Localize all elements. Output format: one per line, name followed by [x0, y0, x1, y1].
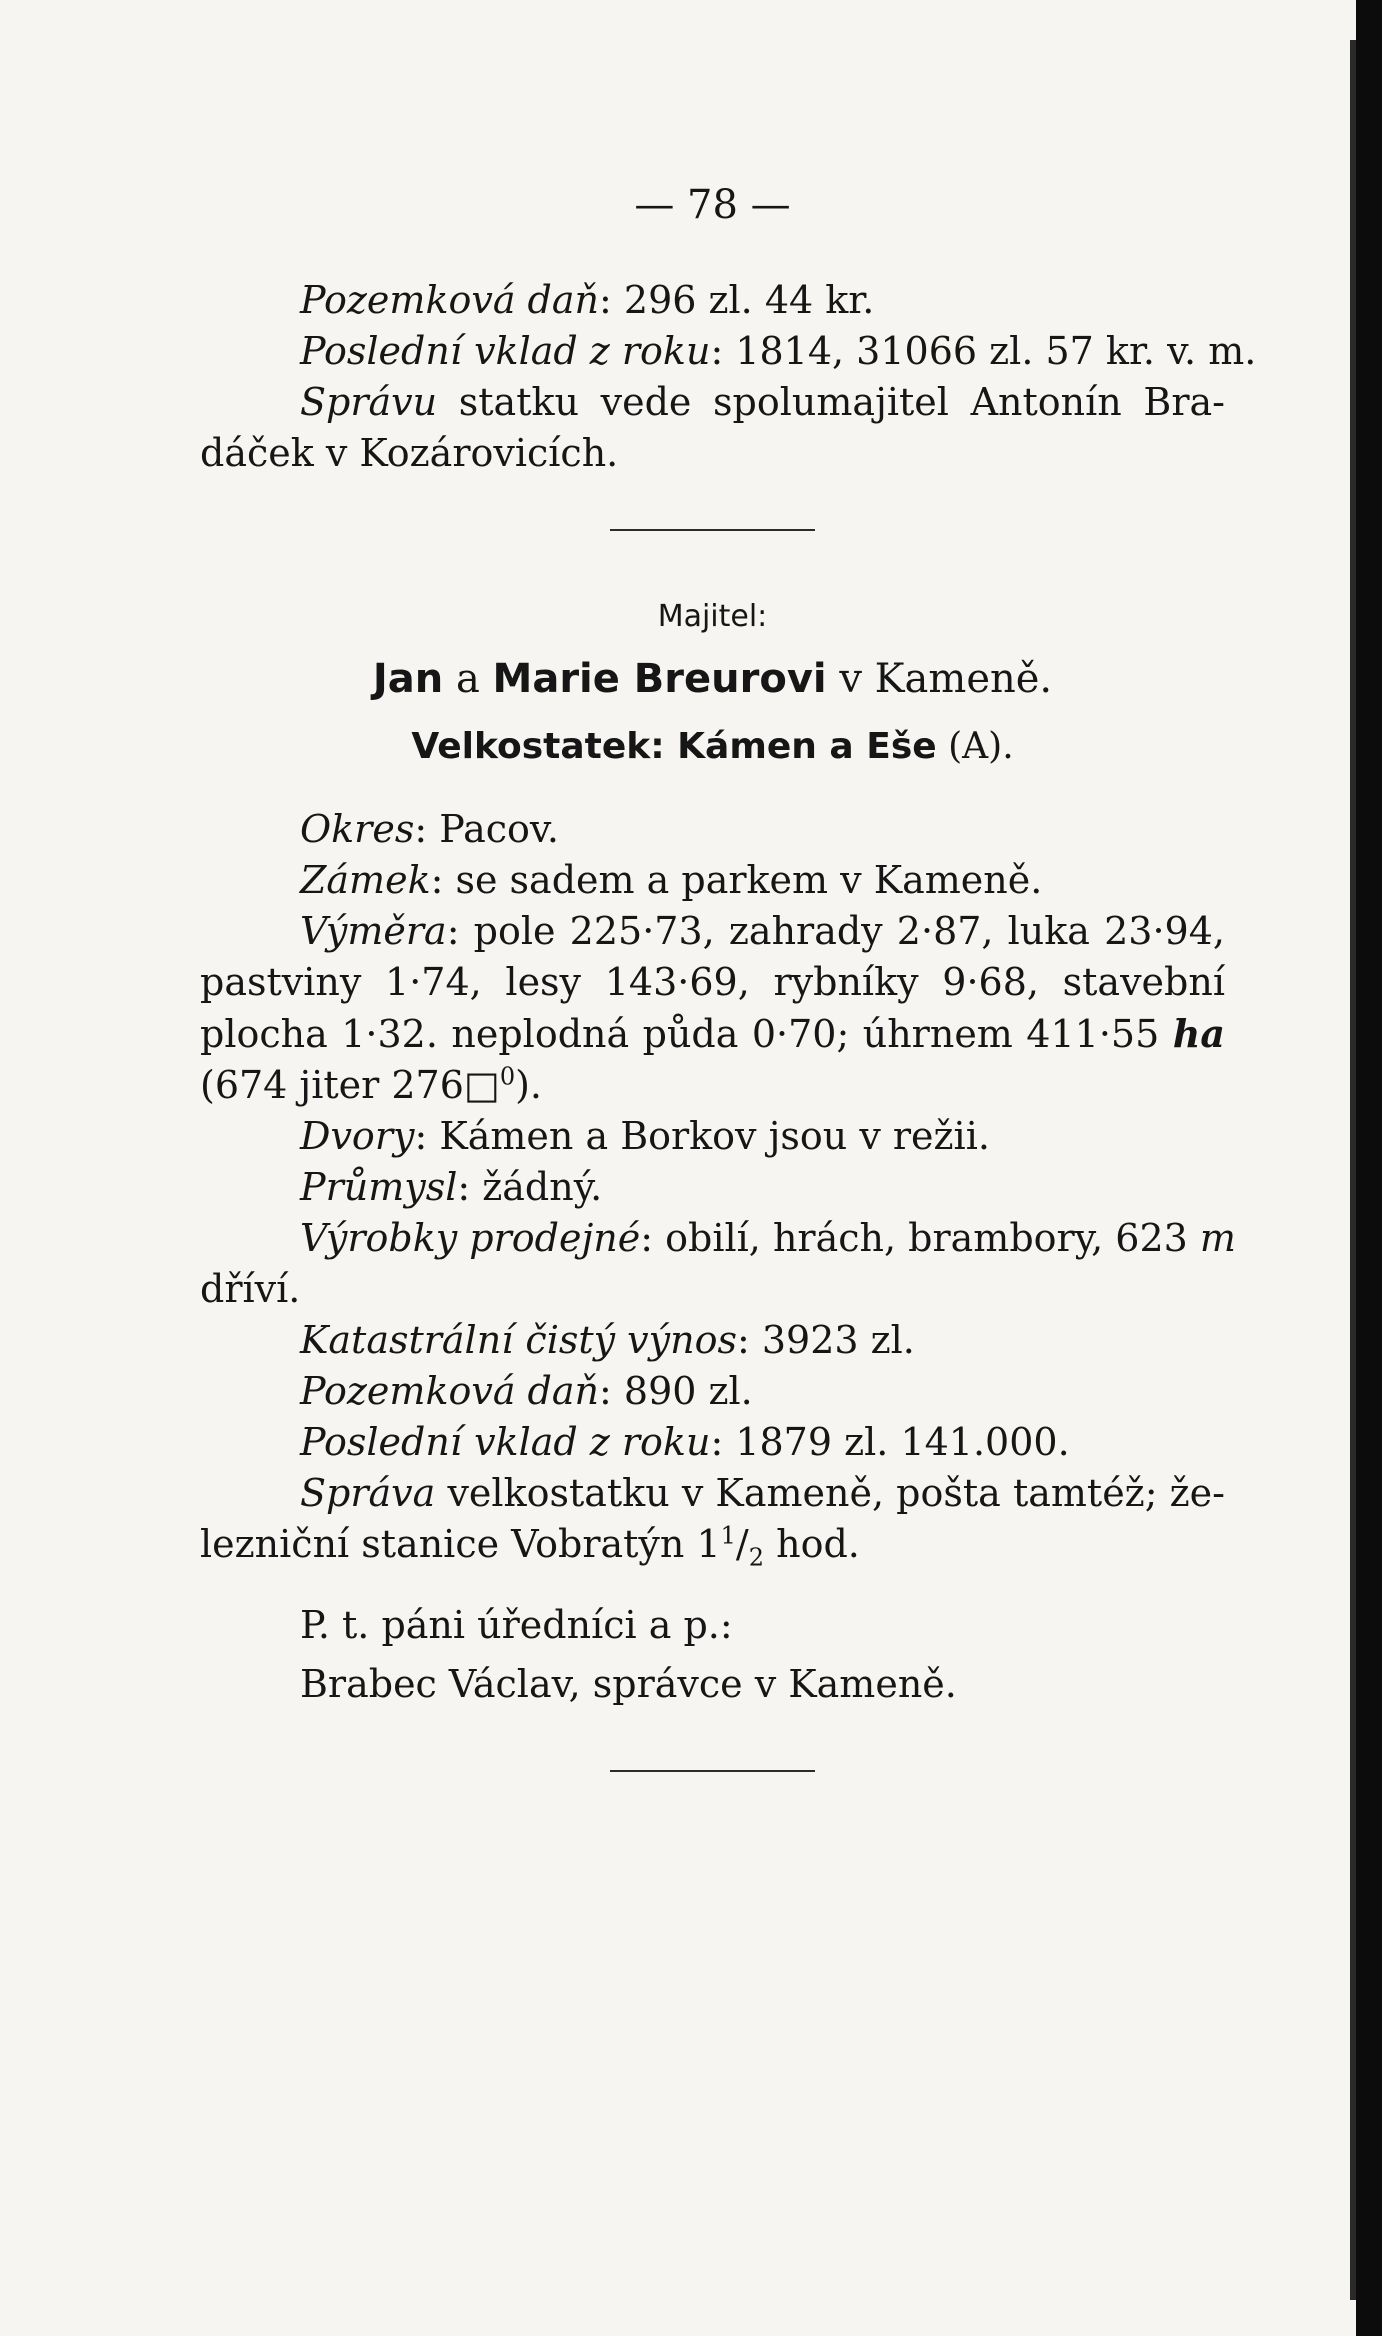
officials-heading: P. t. páni úředníci a p.: [300, 1603, 733, 1647]
products-label: Výrobky prodejné [300, 1216, 641, 1260]
owner-name-1: Jan [372, 656, 444, 702]
industry-label: Průmysl [300, 1165, 458, 1209]
estate-tax-value: : 890 zl. [599, 1369, 753, 1413]
last-deposit-label: Poslední vklad z roku [300, 329, 711, 373]
products-unit: m [1199, 1216, 1236, 1260]
estate-deposit-label: Poslední vklad z roku [300, 1420, 711, 1464]
estate-admin-text-2: lezniční stanice Vobratýn 1 [200, 1522, 721, 1566]
industry-value: : žádný. [457, 1165, 603, 1209]
estate-tax-line [200, 1366, 1225, 1417]
industry-line [200, 1162, 1225, 1213]
castle-line [200, 855, 1225, 906]
land-tax-line [200, 275, 1225, 326]
net-yield-value: : 3923 zl. [736, 1318, 915, 1362]
administration-line-2: dáček v Kozárovicích. [200, 431, 619, 475]
farms-label: Dvory [300, 1114, 415, 1158]
net-yield-line [200, 1315, 1225, 1366]
administration-text: statku vede spolumajitel Antonín Bra- [458, 380, 1225, 424]
area-line-3 [200, 1008, 1225, 1060]
area-text-3: plocha 1·32. neplodná půda 0·70; úhrnem 411·55 [200, 1012, 1160, 1056]
area-text-4: (674 jiter 276□ [200, 1063, 500, 1107]
land-tax-label: Pozemková daň [300, 278, 600, 322]
farms-line [200, 1111, 1225, 1162]
district-line [200, 804, 1225, 855]
district-value: : Pacov. [414, 807, 559, 851]
estate-deposit-line [200, 1417, 1225, 1468]
estate-heading [200, 721, 1225, 772]
last-deposit-line [200, 326, 1257, 377]
administration-label: Správu [300, 380, 438, 424]
products-text: : obilí, hrách, brambory, 623 [640, 1216, 1188, 1260]
estate-admin-line-2 [200, 1519, 1225, 1570]
administration-line-1 [200, 377, 1225, 428]
district-label: Okres [300, 807, 415, 851]
page-number: — 78 — [634, 182, 791, 228]
estate-admin-text: velkostatku v Kameně, pošta tamtéž; že- [447, 1471, 1225, 1515]
scan-border [1356, 0, 1382, 2336]
estate-admin-line-1 [200, 1468, 1225, 1519]
products-line-2: dříví. [200, 1267, 301, 1311]
estate-admin-label: Správa [300, 1471, 436, 1515]
estate-suffix: (A). [948, 726, 1014, 767]
area-text-4-end: ). [515, 1063, 542, 1107]
estate-tax-label: Pozemková daň [300, 1369, 600, 1413]
area-label: Výměra [300, 909, 447, 953]
area-degree: 0 [499, 1062, 516, 1091]
land-tax-value: : 296 zl. 44 kr. [599, 278, 875, 322]
owner-heading [200, 654, 1225, 705]
fraction-numerator: 1 [720, 1521, 736, 1550]
castle-value: : se sadem a parkem v Kameně. [430, 858, 1043, 902]
area-unit: ha [1172, 1011, 1225, 1056]
net-yield-label: Katastrální čistý výnos [300, 1318, 737, 1362]
farms-value: : Kámen a Borkov jsou v režii. [414, 1114, 990, 1158]
estate-deposit-value: : 1879 zl. 141.000. [710, 1420, 1070, 1464]
castle-label: Zámek [300, 858, 431, 902]
area-line-2: pastviny 1·74, lesy 143·69, rybníky 9·68, stavební [200, 960, 1225, 1004]
owner-and: a [455, 656, 480, 702]
page-content [200, 180, 1257, 1772]
estate-admin-text-2-end: hod. [764, 1522, 860, 1566]
estate-title: Velkostatek: Kámen a Eše [411, 726, 937, 767]
owner-name-2: Marie Breurovi [492, 656, 827, 702]
fraction-denominator: 2 [748, 1543, 765, 1572]
area-text-1: : pole 225·73, zahrady 2·87, luka 23·94, [446, 909, 1225, 953]
area-line-1 [200, 906, 1225, 957]
last-deposit-value: : 1814, 31066 zl. 57 kr. v. m. [710, 329, 1257, 373]
area-line-4 [200, 1060, 1225, 1111]
owner-place: v Kameně. [839, 656, 1053, 702]
fraction-slash: / [735, 1522, 749, 1566]
official-person: Brabec Václav, správce v Kameně. [300, 1662, 957, 1706]
owner-label: Majitel: [657, 599, 768, 634]
products-line-1 [200, 1213, 1236, 1264]
section-divider-bottom [610, 1770, 815, 1772]
